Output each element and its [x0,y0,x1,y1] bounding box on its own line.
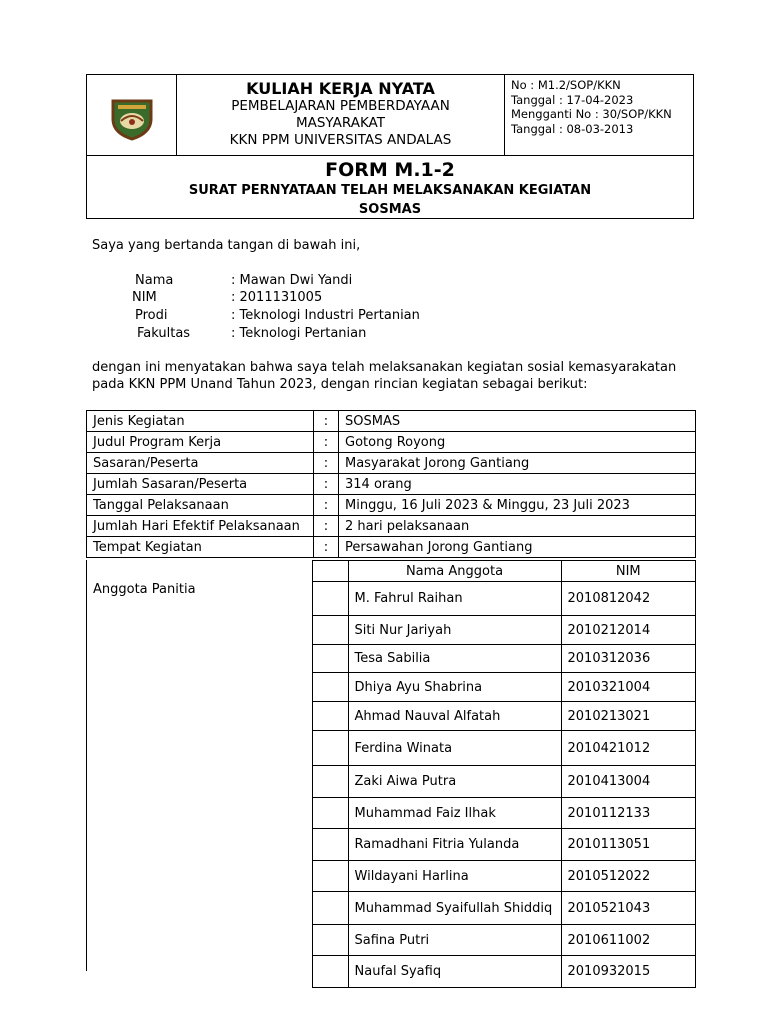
kegiatan-separator: : [314,495,339,516]
identity-label-nim: NIM [132,290,157,305]
panitia-member-nim: 2010413004 [561,766,696,798]
panitia-member-nim: 2010812042 [561,582,696,616]
statement-line: dengan ini menyatakan bahwa saya telah melaksanakan kegiatan sosial kemasyarakatan [92,360,677,375]
kegiatan-row [87,453,696,474]
panitia-member-name: Naufal Syafiq [348,956,561,988]
panitia-member-name: Ramadhani Fitria Yulanda [348,829,561,861]
document-header [86,74,694,219]
kegiatan-row [87,432,696,453]
kegiatan-label: Jenis Kegiatan [87,411,314,432]
panitia-col-nim: NIM [561,561,696,582]
panitia-row-blank [313,925,349,956]
panitia-row-blank [313,582,349,616]
form-title-line: SURAT PERNYATAAN TELAH MELAKSANAKAN KEGIATAN [188,183,592,198]
kegiatan-separator: : [314,453,339,474]
panitia-member-nim: 2010932015 [561,956,696,988]
panitia-member-row [313,861,696,892]
panitia-member-name: Tesa Sabilia [348,645,561,673]
panitia-member-row [313,798,696,829]
statement-line: pada KKN PPM Unand Tahun 2023, dengan rincian kegiatan sebagai berikut: [92,377,588,392]
kegiatan-separator: : [314,411,339,432]
panitia-member-name: Ahmad Nauval Alfatah [348,702,561,731]
panitia-row-blank [313,861,349,892]
panitia-col-name: Nama Anggota [348,561,561,582]
identity-label-prodi: Prodi [135,308,168,323]
kegiatan-value: Masyarakat Jorong Gantiang [339,453,696,474]
panitia-member-name: Muhammad Faiz Ilhak [348,798,561,829]
panitia-member-row [313,616,696,645]
panitia-member-row [313,702,696,731]
panitia-member-row [313,829,696,861]
panitia-member-nim: 2010113051 [561,829,696,861]
panitia-member-nim: 2010213021 [561,702,696,731]
panitia-row-blank [313,702,349,731]
table-left-border [86,560,87,971]
identity-value-name: : Mawan Dwi Yandi [231,273,353,288]
kegiatan-value: SOSMAS [339,411,696,432]
panitia-row-blank [313,645,349,673]
header-title: KULIAH KERJA NYATA [246,79,435,98]
header-subtitle-line: KKN PPM UNIVERSITAS ANDALAS [229,132,452,148]
identity-label-fakultas: Fakultas [137,326,191,341]
kegiatan-table [86,410,696,558]
panitia-header-blank [313,561,349,582]
panitia-member-name: Dhiya Ayu Shabrina [348,673,561,702]
panitia-row-blank [313,766,349,798]
header-title-cell [177,75,505,155]
panitia-member-row [313,925,696,956]
panitia-member-name: Wildayani Harlina [348,861,561,892]
meta-line: No : M1.2/SOP/KKN [511,78,621,92]
panitia-member-nim: 2010611002 [561,925,696,956]
panitia-member-nim: 2010512022 [561,861,696,892]
panitia-member-nim: 2010521043 [561,892,696,925]
identity-value-nim: : 2011131005 [231,290,323,305]
panitia-member-row [313,731,696,766]
kegiatan-label: Jumlah Hari Efektif Pelaksanaan [87,516,314,537]
identity-value-prodi: : Teknologi Industri Pertanian [231,308,420,323]
kegiatan-label: Tanggal Pelaksanaan [87,495,314,516]
kegiatan-separator: : [314,516,339,537]
intro-text: Saya yang bertanda tangan di bawah ini, [92,238,361,253]
kegiatan-row [87,537,696,558]
panitia-member-row [313,582,696,616]
logo-cell [87,75,177,155]
identity-label-name: Nama [135,273,174,288]
panitia-row-blank [313,829,349,861]
form-code: FORM M.1-2 [325,159,455,181]
panitia-member-row [313,673,696,702]
panitia-member-row [313,766,696,798]
panitia-row-blank [313,798,349,829]
panitia-member-nim: 2010321004 [561,673,696,702]
panitia-label: Anggota Panitia [93,582,196,597]
panitia-header-row [313,561,696,582]
panitia-row-blank [313,892,349,925]
kegiatan-row [87,495,696,516]
kegiatan-value: Persawahan Jorong Gantiang [339,537,696,558]
kegiatan-value: 2 hari pelaksanaan [339,516,696,537]
meta-line: Tanggal : 17-04-2023 [511,92,634,107]
panitia-member-name: Siti Nur Jariyah [348,616,561,645]
panitia-member-nim: 2010212014 [561,616,696,645]
header-subtitle-line: MASYARAKAT [295,115,385,131]
panitia-member-row [313,645,696,673]
university-logo-icon [109,95,155,141]
kegiatan-value: Gotong Royong [339,432,696,453]
kegiatan-value: 314 orang [339,474,696,495]
kegiatan-row [87,411,696,432]
form-title-line: SOSMAS [358,202,422,217]
identity-value-fakultas: : Teknologi Pertanian [231,326,367,341]
kegiatan-row [87,474,696,495]
meta-line: Tanggal : 08-03-2013 [511,121,634,136]
panitia-member-name: Zaki Aiwa Putra [348,766,561,798]
panitia-member-nim: 2010312036 [561,645,696,673]
kegiatan-label: Sasaran/Peserta [87,453,314,474]
panitia-row-blank [313,616,349,645]
kegiatan-separator: : [314,432,339,453]
kegiatan-value: Minggu, 16 Juli 2023 & Minggu, 23 Juli 2023 [339,495,696,516]
panitia-row-blank [313,673,349,702]
kegiatan-separator: : [314,474,339,495]
panitia-member-nim: 2010421012 [561,731,696,766]
panitia-member-name: Ferdina Winata [348,731,561,766]
panitia-member-name: Safina Putri [348,925,561,956]
panitia-member-name: Muhammad Syaifullah Shiddiq [348,892,561,925]
meta-line: Mengganti No : 30/SOP/KKN [511,107,672,121]
panitia-row-blank [313,731,349,766]
panitia-member-name: M. Fahrul Raihan [348,582,561,616]
form-title-row [87,155,693,219]
panitia-member-row [313,892,696,925]
kegiatan-row [87,516,696,537]
document-meta [505,75,693,155]
panitia-member-row [313,956,696,988]
panitia-member-nim: 2010112133 [561,798,696,829]
kegiatan-label: Judul Program Kerja [87,432,314,453]
kegiatan-label: Jumlah Sasaran/Peserta [87,474,314,495]
kegiatan-separator: : [314,537,339,558]
header-subtitle-line: PEMBELAJARAN PEMBERDAYAAN [231,98,450,114]
kegiatan-label: Tempat Kegiatan [87,537,314,558]
panitia-table [312,560,696,988]
panitia-row-blank [313,956,349,988]
